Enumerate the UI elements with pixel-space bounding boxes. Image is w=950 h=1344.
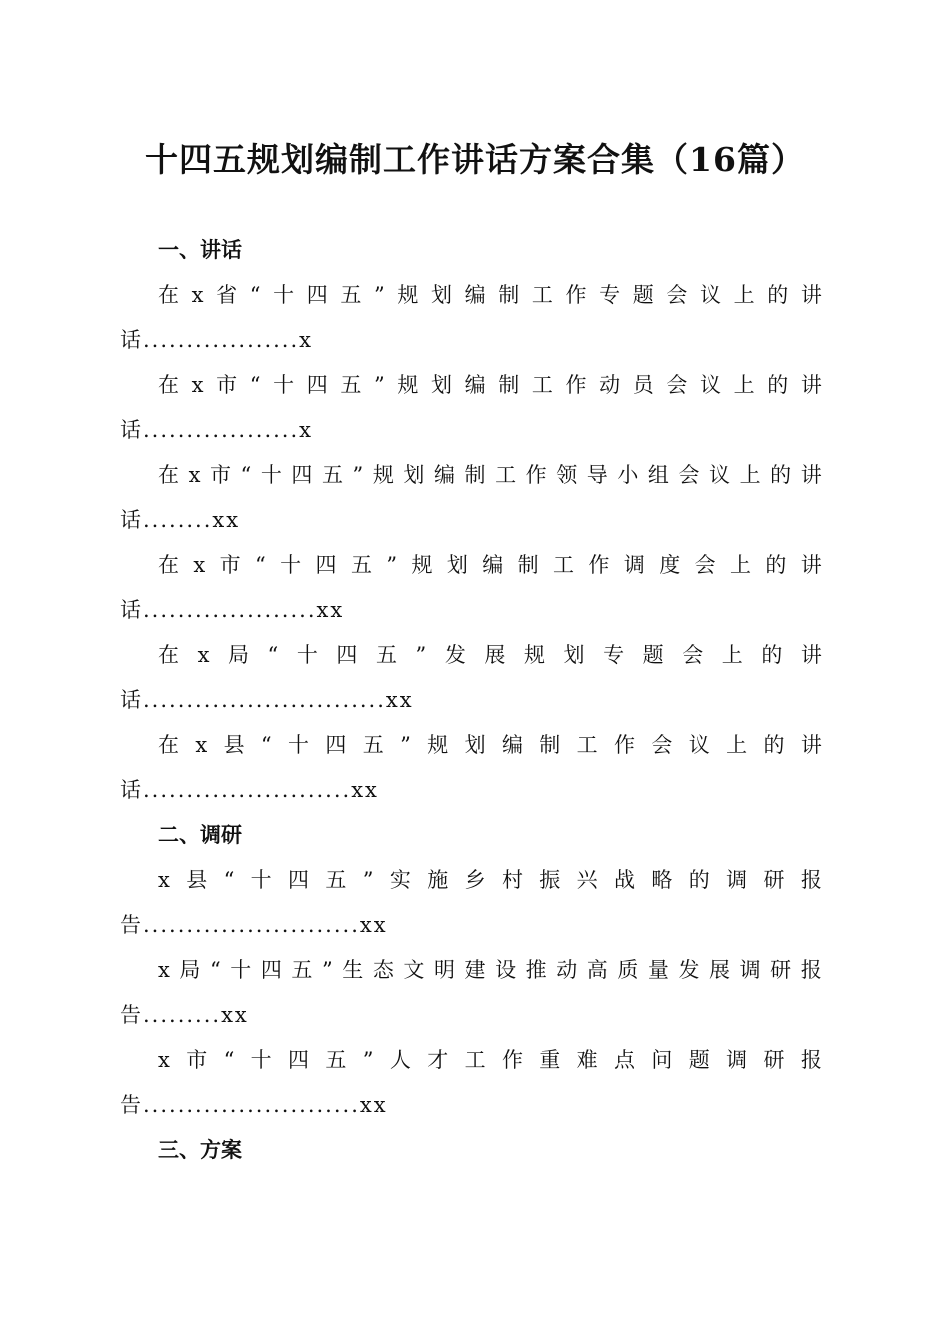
toc-entry-page: 话..................x: [120, 418, 313, 442]
toc-entry-title: x 县 “ 十 四 五 ” 实 施 乡 村 振 兴 战 略 的 调 研 报: [158, 868, 822, 892]
toc-entry-title: 在 x 省 “ 十 四 五 ” 规 划 编 制 工 作 专 题 会 议 上 的 讲: [158, 283, 822, 307]
toc-entry-title: 在 x 市 “ 十 四 五 ” 规 划 编 制 工 作 调 度 会 上 的 讲: [158, 553, 822, 577]
toc-entry-page: 告.........................xx: [120, 913, 388, 937]
section-heading-speeches: 一、讲话: [158, 238, 242, 262]
toc-entry-page: 告.........................xx: [120, 1093, 388, 1117]
toc-entry: [120, 453, 822, 543]
toc-entry-title: 在 x 县 “ 十 四 五 ” 规 划 编 制 工 作 会 议 上 的 讲: [158, 733, 822, 757]
toc-entry-title: 在 x 局 “ 十 四 五 ” 发 展 规 划 专 题 会 上 的 讲: [158, 643, 822, 667]
toc-entry-page: 告.........xx: [120, 1003, 249, 1027]
toc-entry: [120, 948, 822, 1038]
toc-entry: [120, 273, 822, 363]
section-heading-plans: 三、方案: [158, 1138, 242, 1162]
toc-entry-page: 话....................xx: [120, 598, 345, 622]
toc-entry: [120, 633, 822, 723]
toc-entry: [120, 723, 822, 813]
table-of-contents: [120, 228, 822, 1173]
toc-entry: [120, 543, 822, 633]
document-title: 十四五规划编制工作讲话方案合集（16篇）: [145, 140, 805, 179]
toc-entry: [120, 858, 822, 948]
toc-entry: [120, 363, 822, 453]
section-heading-research: 二、调研: [158, 823, 242, 847]
toc-entry-page: 话..................x: [120, 328, 313, 352]
toc-entry-title: x 市 “ 十 四 五 ” 人 才 工 作 重 难 点 问 题 调 研 报: [158, 1048, 822, 1072]
toc-entry-page: 话............................xx: [120, 688, 414, 712]
toc-entry-title: x 局 “ 十 四 五 ” 生 态 文 明 建 设 推 动 高 质 量 发 展 调 研 报: [158, 958, 822, 982]
toc-entry-page: 话........xx: [120, 508, 241, 532]
toc-entry-page: 话........................xx: [120, 778, 379, 802]
toc-entry: [120, 1038, 822, 1128]
toc-entry-title: 在 x 市 “ 十 四 五 ” 规 划 编 制 工 作 领 导 小 组 会 议 上 的 讲: [158, 463, 822, 487]
toc-entry-title: 在 x 市 “ 十 四 五 ” 规 划 编 制 工 作 动 员 会 议 上 的 讲: [158, 373, 822, 397]
